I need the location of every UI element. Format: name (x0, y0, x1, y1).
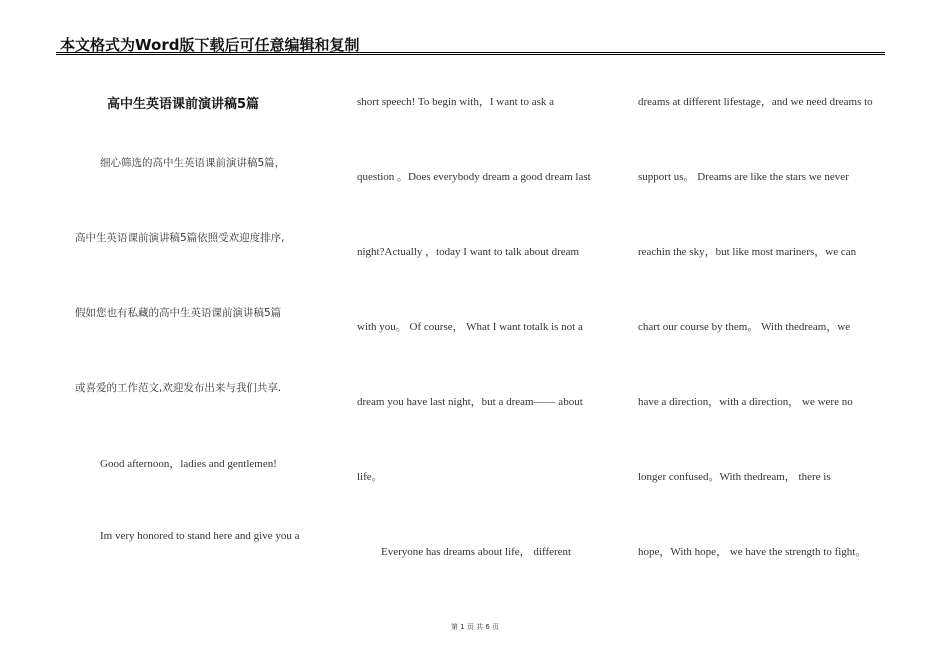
page-number: 第 1 页 共 6 页 (450, 623, 500, 631)
paragraph-line: question 。Does everybody dream a good dream last (357, 171, 591, 183)
header-rule-bottom (56, 54, 885, 55)
document-banner: 本文格式为Word版下载后可任意编辑和复制 (60, 36, 360, 54)
paragraph-line: 高中生英语课前演讲稿5篇依照受欢迎度排序, (75, 232, 285, 244)
paragraph-line: dream you have last night，but a dream—— about (357, 396, 583, 408)
document-title: 高中生英语课前演讲稿5篇 (107, 97, 260, 112)
paragraph-line: Everyone has dreams about life， different (381, 546, 572, 558)
header-rule-top (56, 52, 885, 53)
paragraph-line: 或喜爱的工作范文,欢迎发布出来与我们共享. (75, 382, 282, 394)
paragraph-line: short speech! To begin with，I want to ask a (357, 96, 554, 108)
paragraph-line: with you。 Of course， What I want totalk is not a (357, 321, 583, 333)
paragraph-line: reachin the sky，but like most mariners，we can (638, 246, 857, 258)
paragraph-line: have a direction，with a direction， we were no (638, 396, 853, 408)
paragraph-line: life。 (357, 471, 383, 483)
paragraph-line: chart our course by them。 With thedream，we (638, 321, 851, 333)
paragraph-line: night?Actually ，today I want to talk about dream (357, 246, 580, 258)
paragraph-line: 细心筛选的高中生英语课前演讲稿5篇， (100, 157, 286, 169)
paragraph-line: dreams at different lifestage，and we need dreams to (638, 96, 873, 108)
paragraph-line: hope，With hope， we have the strength to fight。 (638, 546, 867, 558)
paragraph-line: 假如您也有私藏的高中生英语课前演讲稿5篇 (75, 307, 282, 319)
paragraph-line: support us。 Dreams are like the stars we never (638, 171, 849, 183)
paragraph-line: Good afternoon，ladies and gentlemen! (100, 458, 277, 470)
paragraph-line: longer confused。With thedream， there is (638, 471, 831, 483)
paragraph-line: Im very honored to stand here and give you a (100, 530, 300, 542)
